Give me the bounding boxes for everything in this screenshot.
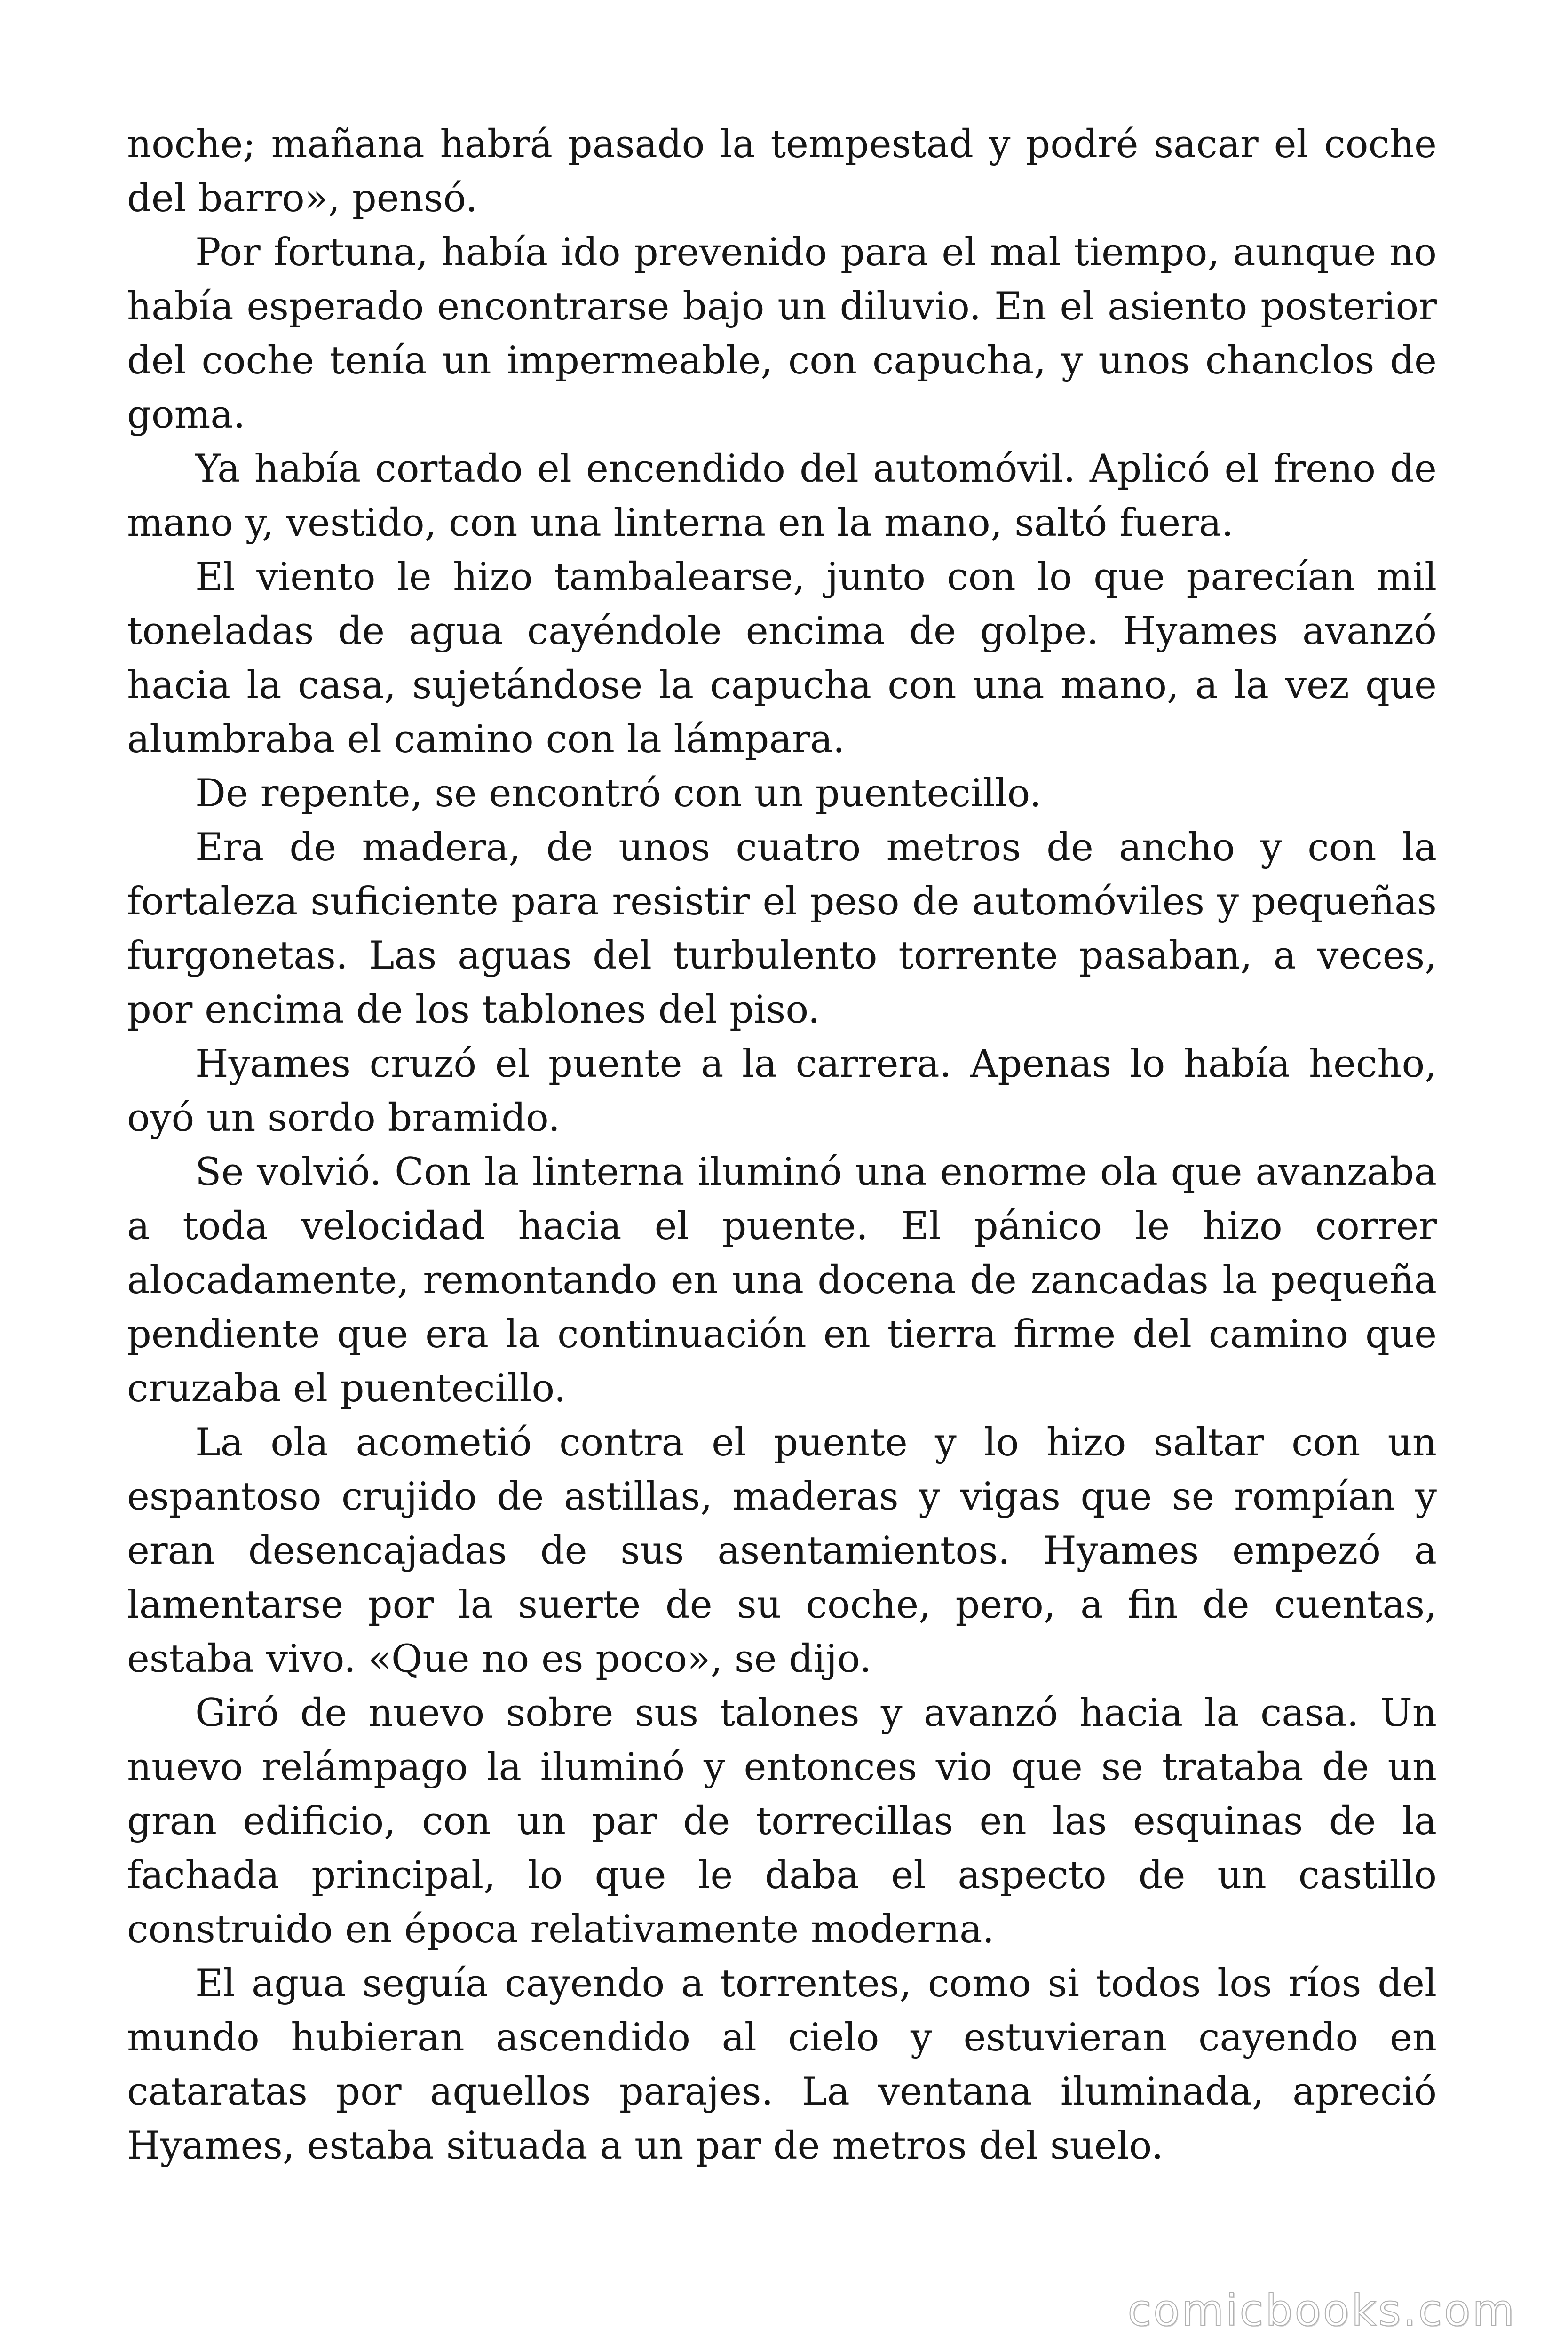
paragraph-1: noche; mañana habrá pasado la tempestad y podré sacar el coche del barro», pensó. bbox=[127, 122, 1437, 221]
paragraph-11: El agua seguía cayendo a torrentes, como si todos los ríos del mundo hubieran ascendido al cielo y estuvieran cayendo en cataratas por aquellos parajes. La ventana iluminada, apreció Hyames, estaba situada a un par de metros del suelo. bbox=[127, 1962, 1437, 2168]
paragraph-5: De repente, se encontró con un puentecillo. bbox=[195, 771, 1042, 816]
paragraph-4: El viento le hizo tambalearse, junto con lo que parecían mil toneladas de agua cayéndole encima de golpe. Hyames avanzó hacia la casa, sujetándose la capucha con una mano, a la vez que alumbraba el camino con la lámpara. bbox=[127, 555, 1437, 762]
paragraph-3: Ya había cortado el encendido del automóvil. Aplicó el freno de mano y, vestido, con una linterna en la mano, saltó fuera. bbox=[127, 447, 1437, 545]
paragraph-7: Hyames cruzó el puente a la carrera. Apenas lo había hecho, oyó un sordo bramido. bbox=[127, 1042, 1437, 1140]
paragraph-10: Giró de nuevo sobre sus talones y avanzó hacia la casa. Un nuevo relámpago la iluminó y entonces vio que se trataba de un gran edificio, con un par de torrecillas en las esquinas de la fachada principal, lo que le daba el aspecto de un castillo construido en época relativamente moderna. bbox=[127, 1691, 1437, 1952]
paragraph-6: Era de madera, de unos cuatro metros de ancho y con la fortaleza suficiente para resistir el peso de automóviles y pequeñas furgonetas. Las aguas del turbulento torrente pasaban, a veces, por encima de los tablones del piso. bbox=[127, 826, 1437, 1032]
paragraph-9: La ola acometió contra el puente y lo hizo saltar con un espantoso crujido de astillas, maderas y vigas que se rompían y eran desencajadas de sus asentamientos. Hyames empezó a lamentarse por la suerte de su coche, pero, a fin de cuentas, estaba vivo. «Que no es poco», se dijo. bbox=[127, 1421, 1437, 1681]
paragraph-8: Se volvió. Con la linterna iluminó una enorme ola que avanzaba a toda velocidad hacia el puente. El pánico le hizo correr alocadamente, remontando en una docena de zancadas la pequeña pendiente que era la continuación en tierra firme del camino que cruzaba el puentecillo. bbox=[127, 1150, 1437, 1411]
book-page-text bbox=[127, 118, 1437, 2173]
paragraph-2: Por fortuna, había ido prevenido para el mal tiempo, aunque no había esperado encontrarse bajo un diluvio. En el asiento posterior del coche tenía un impermeable, con capucha, y unos chanclos de goma. bbox=[127, 230, 1437, 437]
watermark: comicbooks.com bbox=[1127, 2285, 1516, 2336]
